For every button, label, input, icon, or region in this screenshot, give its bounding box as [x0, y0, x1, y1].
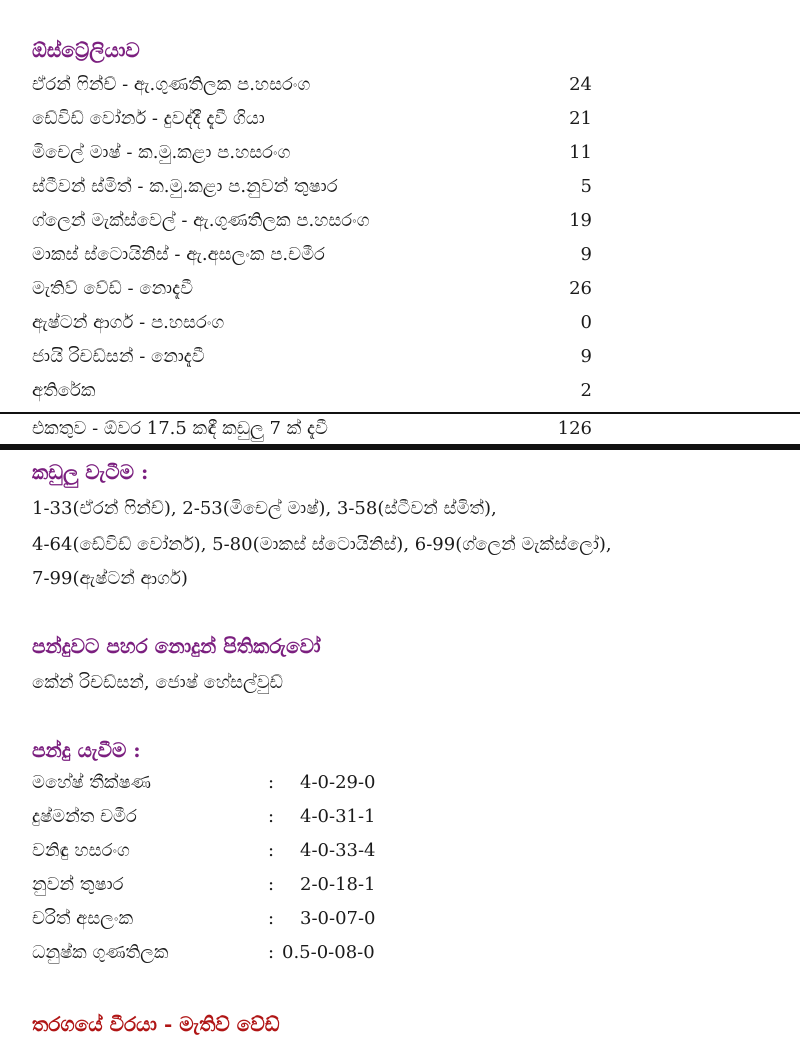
- batter-runs: 9: [580, 346, 592, 367]
- total-bottom-rule: [0, 444, 800, 450]
- bowler-name: නුවන් තුෂාර: [32, 874, 124, 895]
- player-of-match-heading: තරගයේ වීරයා - මැතිව් වේඩ්: [32, 1012, 280, 1036]
- batter-dismissal: මැතිව් වේඩ් - නොදැවී: [32, 278, 194, 299]
- batter-dismissal: ඇෂ්ටන් ආගර් - ප.හසරංග: [32, 312, 225, 333]
- bowling-separator: :: [268, 772, 275, 793]
- bowling-row: [32, 840, 432, 874]
- bowling-figures: 4-0-29-0: [300, 772, 376, 793]
- batter-dismissal: ඒරන් ෆින්ච් - ඇ.ගුණතිලක ප.හසරංග: [32, 74, 311, 95]
- fall-of-wickets-line: 4-64(ඩේවිඩ් වෝනර්), 5-80(මාකස් ස්ටොයිනිස්), 6-99(ග්ලෙන් මැක්ස්ලෝ),: [32, 534, 612, 555]
- did-not-bat-players: කේන් රිචඩ්සන්, ජොෂ් හේසල්වුඩ්: [32, 672, 284, 693]
- bowling-figures: 0.5-0-08-0: [282, 942, 375, 963]
- batting-row: [32, 278, 592, 312]
- extras-row: [32, 380, 592, 414]
- batter-runs: 19: [569, 210, 592, 231]
- total-runs: 126: [557, 418, 592, 439]
- batting-row: [32, 210, 592, 244]
- fall-of-wickets-line: 7-99(ඇෂ්ටන් ආගර්): [32, 568, 188, 589]
- bowling-row: [32, 772, 432, 806]
- batter-runs: 5: [580, 176, 592, 197]
- extras-label: අතිරේක: [32, 380, 96, 401]
- batting-row: [32, 108, 592, 142]
- batter-runs: 26: [569, 278, 592, 299]
- bowling-figures: 4-0-31-1: [300, 806, 376, 827]
- batting-row: [32, 142, 592, 176]
- batter-dismissal: මිචෙල් මාෂ් - ක.මු.කළා ප.හසරංග: [32, 142, 291, 163]
- bowler-name: වනිඳු හසරංග: [32, 840, 130, 861]
- total-top-rule: [0, 412, 800, 414]
- bowling-row: [32, 908, 432, 942]
- bowling-separator: :: [268, 840, 275, 861]
- bowler-name: චරිත් අසලංක: [32, 908, 134, 929]
- extras-runs: 2: [580, 380, 592, 401]
- bowling-separator: :: [268, 908, 275, 929]
- batting-row: [32, 176, 592, 210]
- batter-runs: 9: [580, 244, 592, 265]
- did-not-bat-heading: පන්දුවට පහර නොදුන් පිතිකරුවෝ: [32, 634, 321, 658]
- batter-dismissal: මාකස් ස්ටොයිනිස් - ඇ.අසලංක ප.චමීර: [32, 244, 325, 265]
- batting-heading: ඕස්ට්‍රේලියාව: [32, 38, 140, 62]
- bowling-heading: පන්දු යැවීම :: [32, 738, 141, 762]
- batter-dismissal: ඩේවිඩ් වෝනර් - දුවද්දී දැවී ගියා: [32, 108, 265, 129]
- batter-runs: 0: [580, 312, 592, 333]
- bowler-name: මහේෂ් තීක්ෂණ: [32, 772, 151, 793]
- bowling-row: [32, 806, 432, 840]
- total-label: එකතුව - ඕවර 17.5 කඳී කඩුලු 7 ක් දැවී: [32, 418, 328, 439]
- bowler-name: දුෂ්මන්ත චමීර: [32, 806, 137, 827]
- batting-row: [32, 312, 592, 346]
- batter-dismissal: ස්ටීවන් ස්මිත් - ක.මු.කළා ප.නුවන් තුෂාර: [32, 176, 338, 197]
- bowler-name: ධනුෂ්ක ගුණතිලක: [32, 942, 169, 963]
- bowling-figures: 4-0-33-4: [300, 840, 376, 861]
- batter-dismissal: ග්ලෙන් මැක්ස්වෙල් - ඇ.ගුණතිලක ප.හසරංග: [32, 210, 370, 231]
- bowling-figures: 3-0-07-0: [300, 908, 376, 929]
- batter-dismissal: ජායි රිචඩ්සන් - නොදැවී: [32, 346, 205, 367]
- fall-of-wickets-heading: කඩුලු වැටීම :: [32, 460, 149, 484]
- bowling-separator: :: [268, 874, 275, 895]
- batting-row: [32, 74, 592, 108]
- bowling-row: [32, 874, 432, 908]
- batter-runs: 21: [569, 108, 592, 129]
- batter-runs: 24: [569, 74, 592, 95]
- batting-row: [32, 346, 592, 380]
- bowling-row: [32, 942, 432, 976]
- batting-row: [32, 244, 592, 278]
- bowling-figures: 2-0-18-1: [300, 874, 376, 895]
- bowling-separator: :: [268, 806, 275, 827]
- bowling-separator: :: [268, 942, 275, 963]
- fall-of-wickets-line: 1-33(ඒරන් ෆින්ච්), 2-53(මිචෙල් මාෂ්), 3-58(ස්ටීවන් ස්මිත්),: [32, 498, 497, 519]
- batter-runs: 11: [569, 142, 592, 163]
